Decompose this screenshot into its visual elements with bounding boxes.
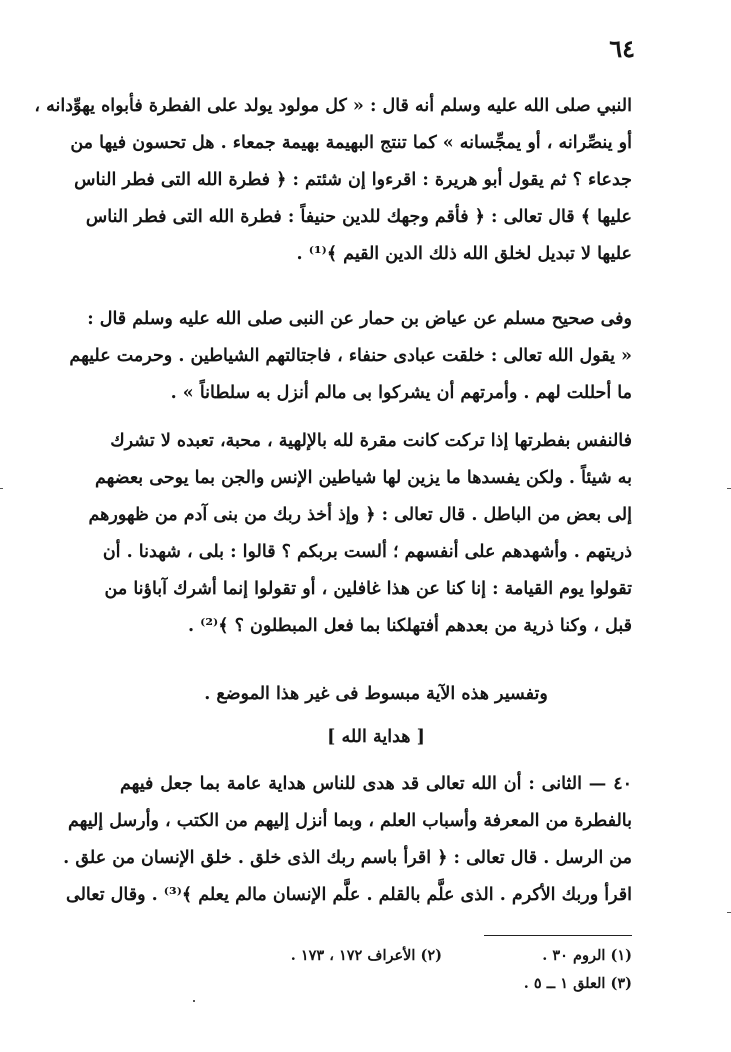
text-line: فالنفس بفطرتها إذا تركت كانت مقرة لله بالإلهية ، محبة، تعبده لا تشرك bbox=[110, 431, 632, 451]
paragraph-tafsir-note bbox=[120, 676, 632, 713]
text-line: أو ينصِّرانه ، أو يمجِّسانه » كما تنتج البهيمة بهيمة جمعاء . هل تحسون فيها من bbox=[70, 133, 632, 153]
text-line: قبل ، وكنا ذرية من بعدهم أفتهلكنا بما فعل المبطلون ؟ ﴾⁽²⁾ . bbox=[187, 616, 632, 636]
text-line: إلى بعض من الباطل . قال تعالى : ﴿ وإذ أخذ ربك من بنى آدم من ظهورهم bbox=[88, 505, 632, 525]
text-line: ذريتهم . وأشهدهم على أنفسهم ؛ ألست بربكم ؟ قالوا : بلى ، شهدنا . أن bbox=[102, 542, 632, 562]
text-line: به شيئاً . ولكن يفسدها ما يزين لها شياطين الإنس والجن بما يوحى بعضهم bbox=[94, 468, 632, 488]
paragraph-hadith-fitra bbox=[34, 88, 632, 273]
text-line: وفى صحيح مسلم عن عياض بن حمار عن النبى صلى الله عليه وسلم قال : bbox=[87, 309, 632, 329]
text-line: ما أحللت لهم . وأمرتهم أن يشركوا بى مالم أنزل به سلطاناً » . bbox=[170, 383, 632, 403]
scan-artifact bbox=[727, 912, 731, 913]
paragraph-section-40 bbox=[63, 766, 632, 914]
text-line: اقرأ وربك الأكرم . الذى علَّم بالقلم . علَّم الإنسان مالم يعلم ﴾⁽³⁾ . وقال تعالى bbox=[66, 885, 632, 905]
footnote-empty bbox=[210, 970, 472, 998]
footnote-row bbox=[210, 970, 632, 998]
footnote-row bbox=[210, 942, 632, 970]
footnote-2: (٢) الأعراف ١٧٢ ، ١٧٣ . bbox=[290, 947, 442, 964]
paragraph-sahih-muslim bbox=[69, 301, 632, 412]
page-number: ٦٤ bbox=[609, 34, 635, 63]
text-line: وتفسير هذه الآية مبسوط فى غير هذا الموضع . bbox=[204, 684, 548, 704]
scan-artifact bbox=[0, 488, 3, 489]
text-line: جدعاء ؟ ثم يقول أبو هريرة : اقرءوا إن شئتم : ﴿ فطرة الله التى فطر الناس bbox=[74, 170, 632, 190]
footnote-1: (١) الروم ٣٠ . bbox=[542, 947, 632, 964]
text-line: من الرسل . قال تعالى : ﴿ اقرأ باسم ربك الذى خلق . خلق الإنسان من علق . bbox=[63, 848, 632, 868]
text-line: « يقول الله تعالى : خلقت عبادى حنفاء ، فاجتالتهم الشياطين . وحرمت عليهم bbox=[69, 346, 632, 366]
footnotes bbox=[210, 942, 632, 998]
scan-artifact bbox=[727, 488, 731, 489]
text-line: ٤٠ — الثانى : أن الله تعالى قد هدى للناس هداية عامة بما جعل فيهم bbox=[120, 774, 632, 794]
text-line: بالفطرة من المعرفة وأسباب العلم ، وبما أنزل إليهم من الكتب ، وأرسل إليهم bbox=[67, 811, 632, 831]
text-line: النبي صلى الله عليه وسلم أنه قال : « كل مولود يولد على الفطرة فأبواه يهوِّدانه ، bbox=[34, 96, 632, 116]
paragraph-nafs-fitra bbox=[88, 423, 632, 645]
section-heading: [ هداية الله ] bbox=[327, 727, 425, 747]
text-line: عليها ﴾ قال تعالى : ﴿ فأقم وجهك للدين حنيفاً : فطرة الله التى فطر الناس bbox=[85, 207, 632, 227]
text-line: تقولوا يوم القيامة : إنا كنا عن هذا غافلين ، أو تقولوا إنما أشرك آباؤنا من bbox=[104, 579, 632, 599]
text-line: عليها لا تبديل لخلق الله ذلك الدين القيم ﴾⁽¹⁾ . bbox=[296, 244, 632, 264]
footnote-3: (٣) العلق ١ ــ ٥ . bbox=[523, 975, 632, 992]
scan-artifact bbox=[193, 1000, 195, 1002]
footnote-divider bbox=[484, 935, 632, 936]
